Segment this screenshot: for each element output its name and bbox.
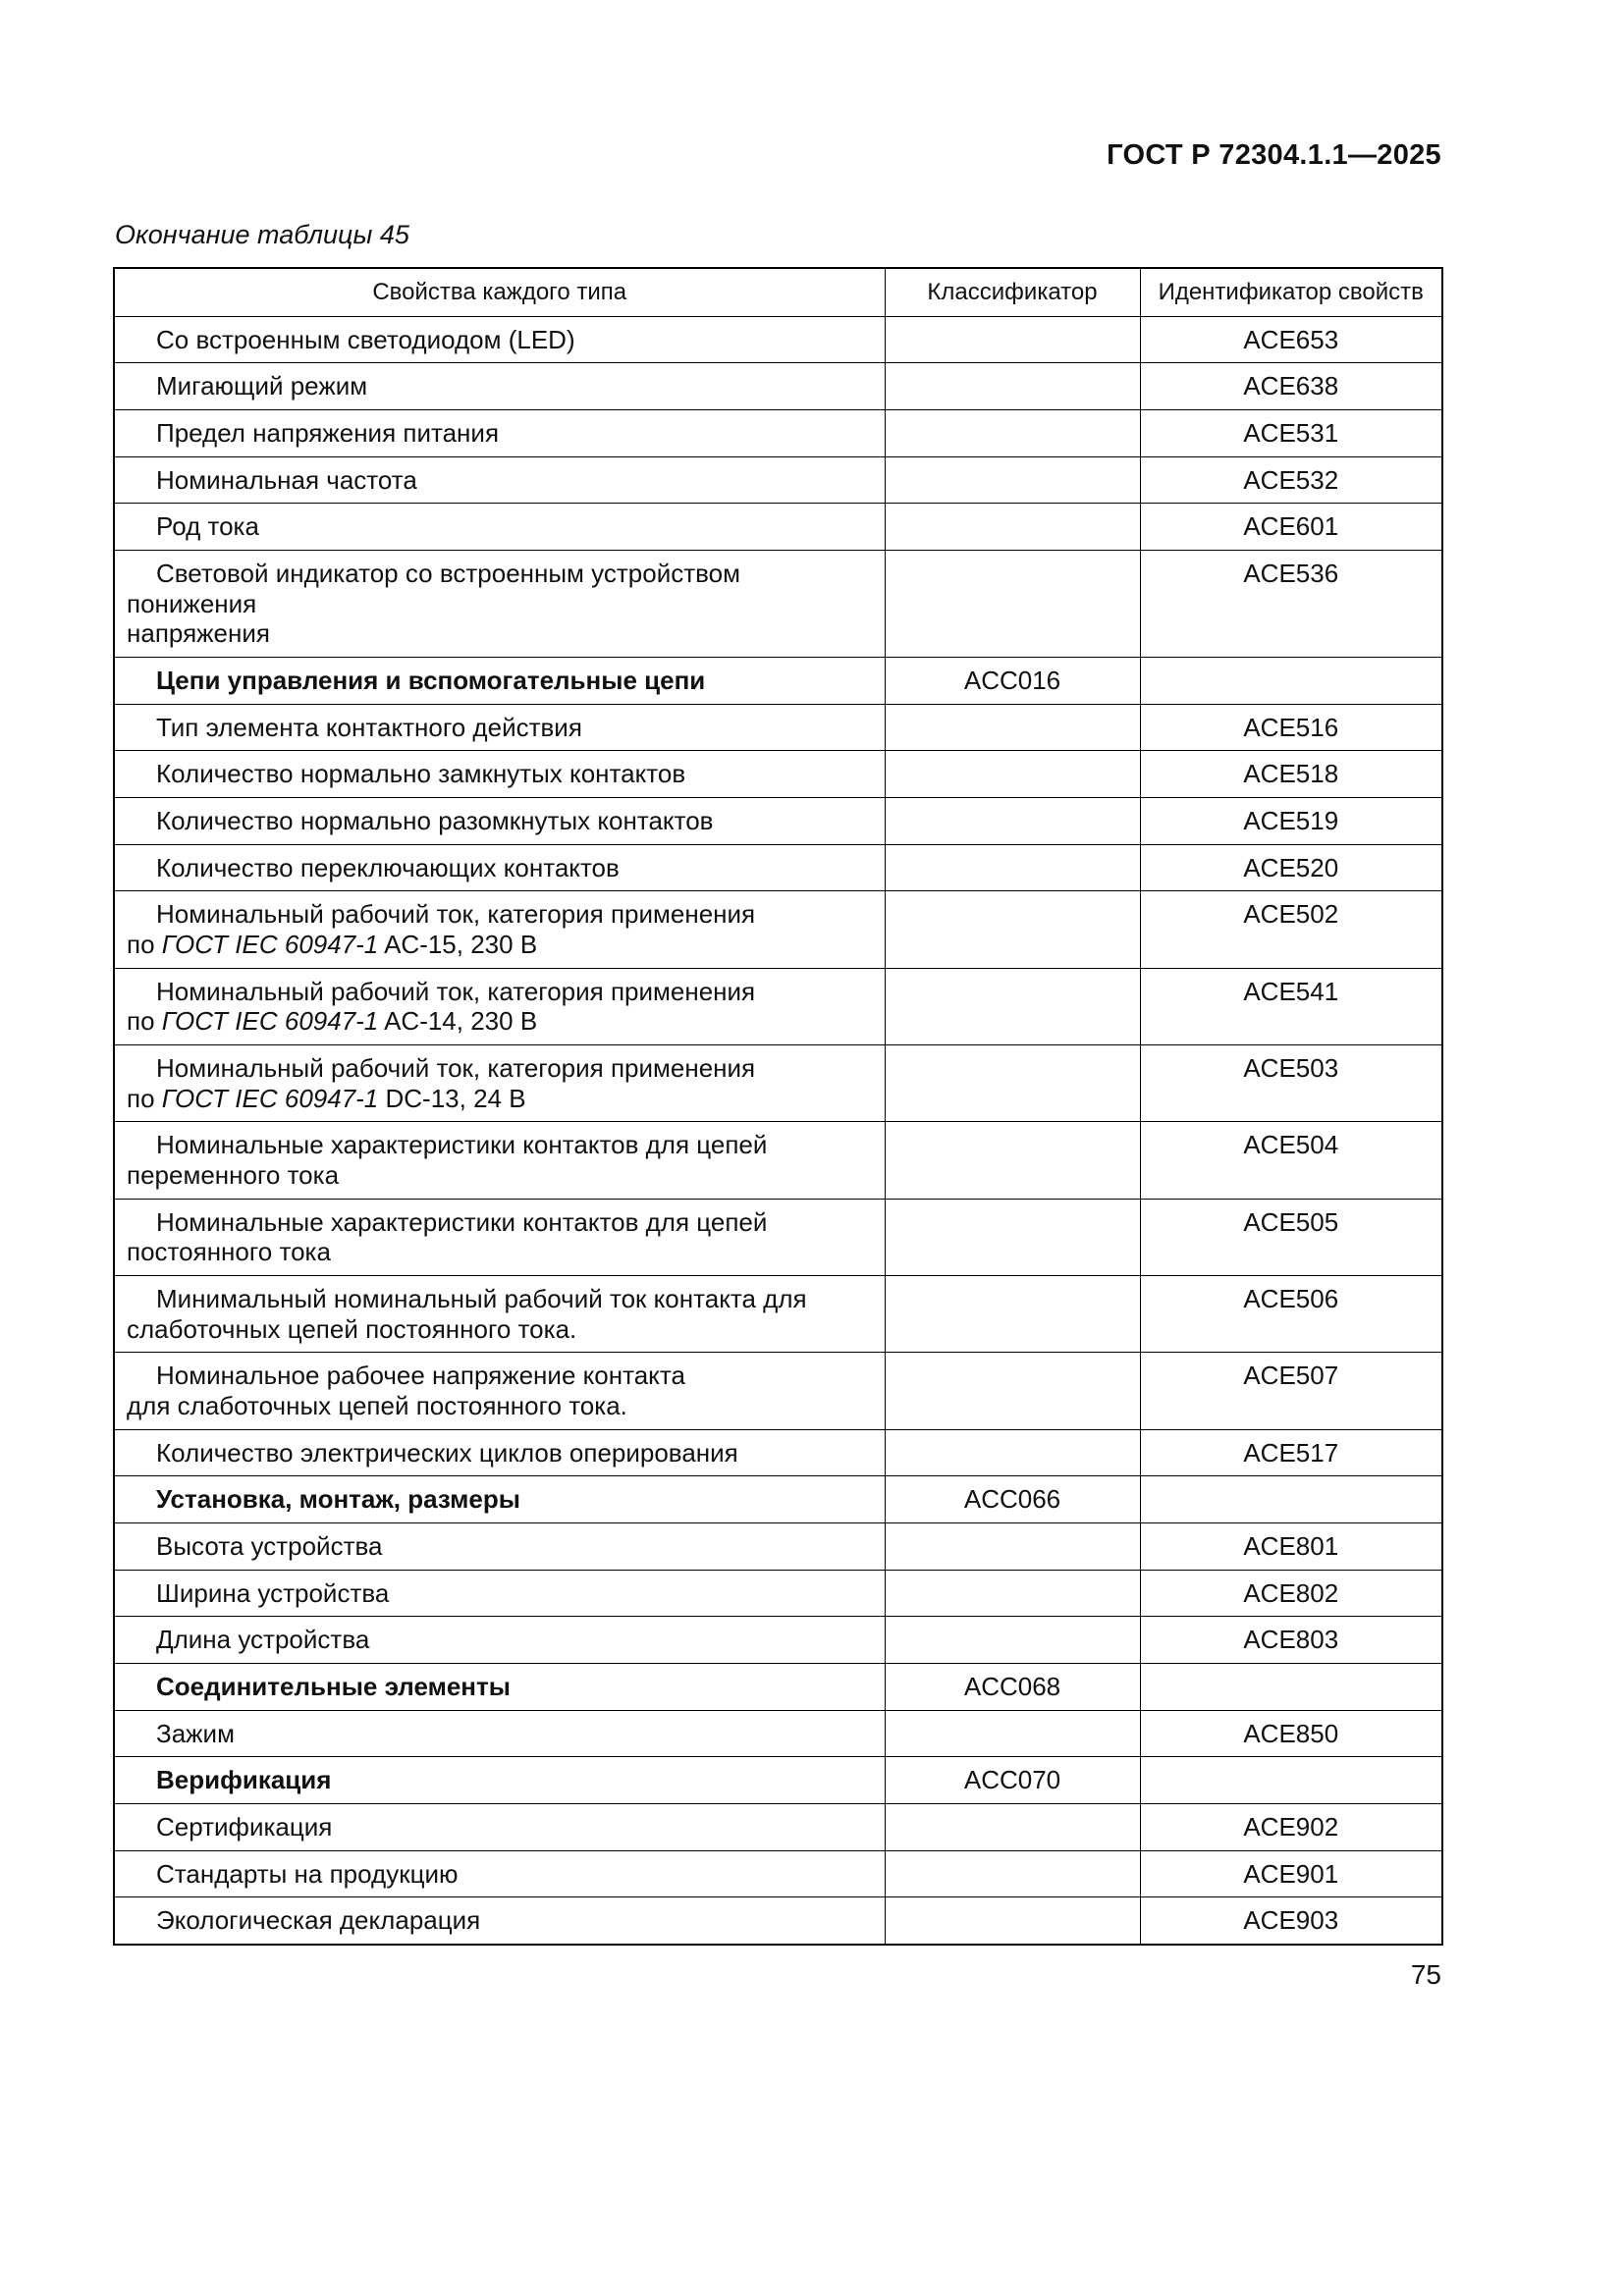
classifier-cell <box>885 1570 1140 1617</box>
property-cell: Количество переключающих контактов <box>114 844 885 891</box>
table-row <box>114 1199 1442 1275</box>
property-cell: Экологическая декларация <box>114 1897 885 1945</box>
identifier-cell: ACE850 <box>1140 1710 1442 1757</box>
identifier-cell <box>1140 1757 1442 1804</box>
identifier-cell: ACE902 <box>1140 1804 1442 1851</box>
identifier-cell: ACE507 <box>1140 1353 1442 1429</box>
table-row <box>114 1804 1442 1851</box>
identifier-cell: ACE638 <box>1140 363 1442 410</box>
identifier-cell: ACE506 <box>1140 1276 1442 1353</box>
classifier-cell: ACC070 <box>885 1757 1140 1804</box>
classifier-cell <box>885 1045 1140 1122</box>
table-row <box>114 409 1442 456</box>
identifier-cell <box>1140 1476 1442 1523</box>
properties-table <box>113 267 1443 1946</box>
identifier-cell: ACE541 <box>1140 968 1442 1044</box>
classifier-cell: ACC068 <box>885 1664 1140 1711</box>
table-row <box>114 751 1442 798</box>
identifier-cell: ACE532 <box>1140 456 1442 504</box>
table-row <box>114 1045 1442 1122</box>
identifier-cell <box>1140 1664 1442 1711</box>
table-row <box>114 316 1442 363</box>
classifier-cell <box>885 1523 1140 1571</box>
classifier-cell <box>885 891 1140 968</box>
classifier-cell <box>885 1122 1140 1199</box>
identifier-cell: ACE503 <box>1140 1045 1442 1122</box>
header-row <box>114 268 1442 316</box>
table-row <box>114 1476 1442 1523</box>
identifier-cell: ACE505 <box>1140 1199 1442 1275</box>
classifier-cell: ACC066 <box>885 1476 1140 1523</box>
property-cell: Номинальные характеристики контактов для цепей переменного тока <box>114 1122 885 1199</box>
classifier-cell <box>885 844 1140 891</box>
table-caption: Окончание таблицы 45 <box>115 220 409 249</box>
identifier-cell: ACE516 <box>1140 704 1442 751</box>
table-row <box>114 968 1442 1044</box>
table-row <box>114 1122 1442 1199</box>
classifier-cell <box>885 1850 1140 1897</box>
table-row <box>114 1757 1442 1804</box>
classifier-cell <box>885 504 1140 551</box>
table-body <box>114 316 1442 1945</box>
property-cell: Световой индикатор со встроенным устройством понижения напряжения <box>114 550 885 657</box>
property-cell: Стандарты на продукцию <box>114 1850 885 1897</box>
table-row <box>114 704 1442 751</box>
classifier-cell <box>885 550 1140 657</box>
table-row <box>114 1710 1442 1757</box>
classifier-cell <box>885 751 1140 798</box>
identifier-cell: ACE901 <box>1140 1850 1442 1897</box>
column-header-identifier: Идентификатор свойств <box>1140 268 1442 316</box>
property-cell: Предел напряжения питания <box>114 409 885 456</box>
column-header-property: Свойства каждого типа <box>114 268 885 316</box>
classifier-cell <box>885 1897 1140 1945</box>
identifier-cell: ACE536 <box>1140 550 1442 657</box>
table-header <box>114 268 1442 316</box>
table-row <box>114 1897 1442 1945</box>
identifier-cell: ACE601 <box>1140 504 1442 551</box>
identifier-cell: ACE519 <box>1140 797 1442 844</box>
identifier-cell: ACE803 <box>1140 1617 1442 1664</box>
property-cell: Высота устройства <box>114 1523 885 1571</box>
table-row <box>114 1523 1442 1571</box>
property-cell: Зажим <box>114 1710 885 1757</box>
column-header-classifier: Классификатор <box>885 268 1140 316</box>
table-row <box>114 657 1442 704</box>
table-row <box>114 1850 1442 1897</box>
table-row <box>114 1429 1442 1476</box>
table-row <box>114 1664 1442 1711</box>
property-cell: Мигающий режим <box>114 363 885 410</box>
table-row <box>114 891 1442 968</box>
classifier-cell <box>885 409 1140 456</box>
classifier-cell <box>885 1199 1140 1275</box>
classifier-cell: ACC016 <box>885 657 1140 704</box>
property-cell: Количество электрических циклов оперирования <box>114 1429 885 1476</box>
property-cell: Род тока <box>114 504 885 551</box>
property-cell: Установка, монтаж, размеры <box>114 1476 885 1523</box>
property-cell: Номинальная частота <box>114 456 885 504</box>
classifier-cell <box>885 363 1140 410</box>
table-row <box>114 1353 1442 1429</box>
property-cell: Минимальный номинальный рабочий ток контакта для слаботочных цепей постоянного тока. <box>114 1276 885 1353</box>
property-cell: Длина устройства <box>114 1617 885 1664</box>
classifier-cell <box>885 1617 1140 1664</box>
table-row <box>114 550 1442 657</box>
document-code: ГОСТ Р 72304.1.1—2025 <box>1107 139 1441 171</box>
property-cell: Номинальные характеристики контактов для цепей постоянного тока <box>114 1199 885 1275</box>
table-row <box>114 844 1442 891</box>
identifier-cell: ACE518 <box>1140 751 1442 798</box>
page-number: 75 <box>1410 1959 1441 1990</box>
property-cell: Количество нормально замкнутых контактов <box>114 751 885 798</box>
classifier-cell <box>885 1804 1140 1851</box>
property-cell: Со встроенным светодиодом (LED) <box>114 316 885 363</box>
table-row <box>114 363 1442 410</box>
property-cell: Тип элемента контактного действия <box>114 704 885 751</box>
property-cell: Верификация <box>114 1757 885 1804</box>
table-row <box>114 456 1442 504</box>
table-row <box>114 1617 1442 1664</box>
property-cell: Цепи управления и вспомогательные цепи <box>114 657 885 704</box>
property-cell: Номинальный рабочий ток, категория применения по ГОСТ IEC 60947-1 AC-14, 230 В <box>114 968 885 1044</box>
identifier-cell: ACE801 <box>1140 1523 1442 1571</box>
identifier-cell: ACE653 <box>1140 316 1442 363</box>
classifier-cell <box>885 1276 1140 1353</box>
classifier-cell <box>885 316 1140 363</box>
identifier-cell: ACE531 <box>1140 409 1442 456</box>
identifier-cell: ACE520 <box>1140 844 1442 891</box>
property-cell: Соединительные элементы <box>114 1664 885 1711</box>
identifier-cell: ACE502 <box>1140 891 1442 968</box>
classifier-cell <box>885 1429 1140 1476</box>
classifier-cell <box>885 797 1140 844</box>
classifier-cell <box>885 456 1140 504</box>
table-row <box>114 504 1442 551</box>
identifier-cell <box>1140 657 1442 704</box>
identifier-cell: ACE802 <box>1140 1570 1442 1617</box>
property-cell: Номинальный рабочий ток, категория применения по ГОСТ IEC 60947-1 AC-15, 230 В <box>114 891 885 968</box>
table-row <box>114 1276 1442 1353</box>
classifier-cell <box>885 968 1140 1044</box>
table-row <box>114 797 1442 844</box>
identifier-cell: ACE903 <box>1140 1897 1442 1945</box>
property-cell: Количество нормально разомкнутых контактов <box>114 797 885 844</box>
identifier-cell: ACE504 <box>1140 1122 1442 1199</box>
table-row <box>114 1570 1442 1617</box>
classifier-cell <box>885 1710 1140 1757</box>
property-cell: Номинальный рабочий ток, категория применения по ГОСТ IEC 60947-1 DC-13, 24 В <box>114 1045 885 1122</box>
property-cell: Ширина устройства <box>114 1570 885 1617</box>
classifier-cell <box>885 1353 1140 1429</box>
property-cell: Сертификация <box>114 1804 885 1851</box>
property-cell: Номинальное рабочее напряжение контакта для слаботочных цепей постоянного тока. <box>114 1353 885 1429</box>
classifier-cell <box>885 704 1140 751</box>
identifier-cell: ACE517 <box>1140 1429 1442 1476</box>
